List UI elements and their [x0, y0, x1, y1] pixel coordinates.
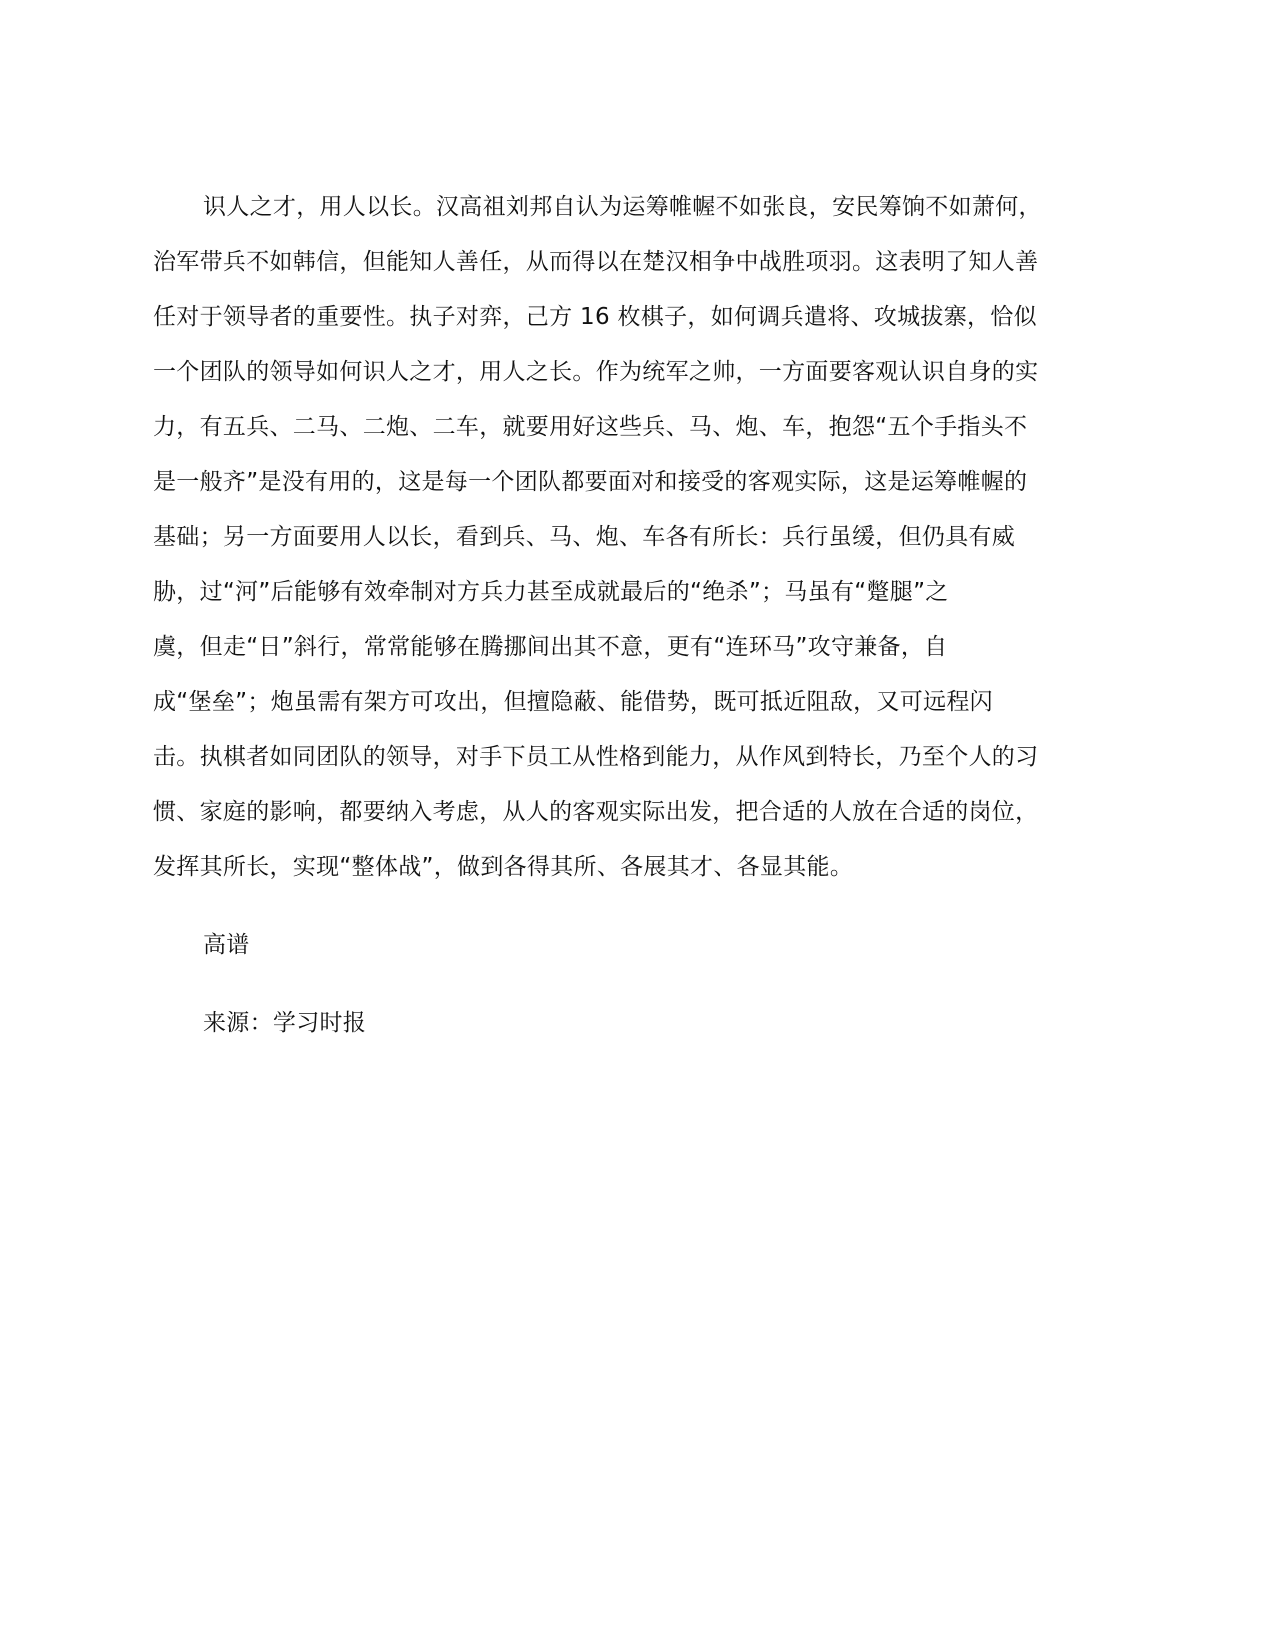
paragraph-line-7: 基础；另一方面要用人以长，看到兵、马、炮、车各有所长：兵行虽缓，但仍具有威 [153, 524, 1016, 550]
source-line: 来源：学习时报 [203, 1010, 367, 1036]
paragraph-line-11: 击。执棋者如同团队的领导，对手下员工从性格到能力，从作风到特长，乃至个人的习 [153, 744, 1039, 770]
author-name: 高谱 [203, 932, 250, 958]
paragraph-line-10: 成“堡垒”；炮虽需有架方可攻出，但擅隐蔽、能借势，既可抵近阻敌，又可远程闪 [153, 689, 993, 715]
paragraph-line-3: 任对于领导者的重要性。执子对弈，己方 16 枚棋子，如何调兵遣将、攻城拔寨，恰似 [153, 304, 1037, 330]
paragraph-line-9: 虞，但走“日”斜行，常常能够在腾挪间出其不意，更有“连环马”攻守兼备，自 [153, 634, 948, 660]
paragraph-line-5: 力，有五兵、二马、二炮、二车，就要用好这些兵、马、炮、车，抱怨“五个手指头不 [153, 414, 1028, 440]
paragraph-line-13: 发挥其所长，实现“整体战”，做到各得其所、各展其才、各显其能。 [153, 854, 854, 880]
paragraph-line-8: 胁，过“河”后能够有效牵制对方兵力甚至成就最后的“绝杀”；马虽有“蹩腿”之 [153, 579, 949, 605]
paragraph-line-12: 惯、家庭的影响，都要纳入考虑，从人的客观实际出发，把合适的人放在合适的岗位， [153, 799, 1039, 825]
paragraph-line-2: 治军带兵不如韩信，但能知人善任，从而得以在楚汉相争中战胜项羽。这表明了知人善 [153, 249, 1039, 275]
paragraph-line-1: 识人之才，用人以长。汉高祖刘邦自认为运筹帷幄不如张良，安民筹饷不如萧何， [203, 194, 1042, 220]
paragraph-line-6: 是一般齐”是没有用的，这是每一个团队都要面对和接受的客观实际，这是运筹帷幄的 [153, 469, 1028, 495]
paragraph-line-4: 一个团队的领导如何识人之才，用人之长。作为统军之帅，一方面要客观认识自身的实 [153, 359, 1039, 385]
